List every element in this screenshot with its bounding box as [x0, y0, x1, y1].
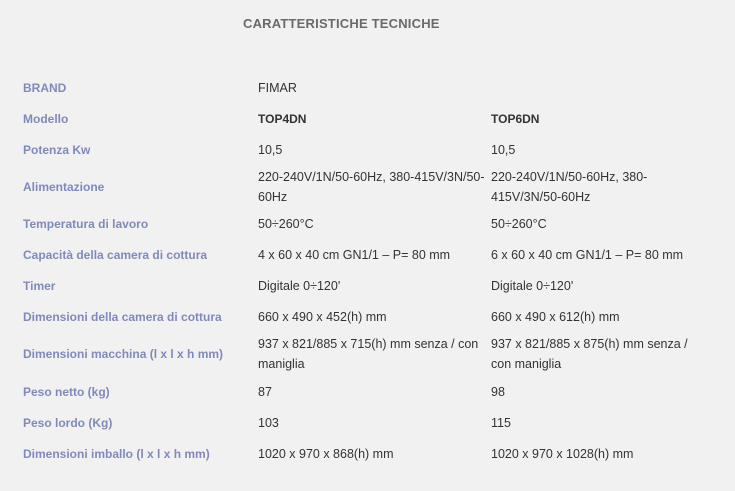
row-label: BRAND: [23, 80, 67, 95]
row-value-col2: 10,5: [491, 143, 516, 157]
table-row: [23, 134, 723, 166]
row-label: Potenza Kw: [23, 143, 91, 157]
row-value-col1: 50÷260°C: [258, 216, 314, 231]
row-value-col1: TOP4DN: [258, 111, 307, 126]
table-row: [23, 72, 723, 103]
row-value-col1: 87: [258, 384, 272, 399]
row-value-col1: 4 x 60 x 40 cm GN1/1 – P= 80 mm: [258, 247, 451, 262]
table-row: [23, 208, 723, 239]
table-row: [23, 301, 723, 332]
row-value-col2: 1020 x 970 x 1028(h) mm: [491, 446, 634, 461]
row-label: Dimensioni della camera di cottura: [23, 309, 222, 324]
row-value-col1: 660 x 490 x 452(h) mm: [258, 309, 387, 324]
row-label: Timer: [23, 278, 56, 293]
row-label: Alimentazione: [23, 180, 105, 194]
row-value-col2: 115: [491, 415, 511, 430]
row-value-col2: 98: [491, 384, 505, 399]
row-label: Temperatura di lavoro: [23, 216, 149, 231]
row-label: Peso lordo (Kg): [23, 415, 113, 430]
table-row: [23, 438, 723, 469]
row-value-col1: 10,5: [258, 143, 283, 157]
specs-table: [23, 72, 723, 469]
table-row: [23, 270, 723, 301]
table-row: [23, 332, 723, 376]
table-row: [23, 407, 723, 438]
row-value-col2: 937 x 821/885 x 875(h) mm senza / con maniglia: [491, 337, 688, 371]
page-title: CARATTERISTICHE TECNICHE: [243, 16, 440, 31]
row-value-col2: TOP6DN: [491, 111, 540, 126]
row-value-col1: FIMAR: [258, 80, 297, 95]
row-value-col1: 937 x 821/885 x 715(h) mm senza / con maniglia: [258, 337, 479, 371]
row-label: Peso netto (kg): [23, 384, 110, 399]
table-row: [23, 103, 723, 134]
row-label: Dimensioni macchina (l x l x h mm): [23, 347, 224, 361]
row-value-col1: Digitale 0÷120': [258, 278, 341, 293]
row-label: Modello: [23, 111, 69, 126]
row-value-col2: 220-240V/1N/50-60Hz, 380-415V/3N/50-60Hz: [491, 170, 648, 204]
table-row: [23, 239, 723, 270]
row-value-col1: 220-240V/1N/50-60Hz, 380-415V/3N/50-60Hz: [258, 170, 485, 204]
row-value-col1: 1020 x 970 x 868(h) mm: [258, 446, 394, 461]
row-value-col2: 6 x 60 x 40 cm GN1/1 – P= 80 mm: [491, 247, 684, 262]
table-row: [23, 376, 723, 407]
row-value-col2: 660 x 490 x 612(h) mm: [491, 309, 620, 324]
row-value-col2: 50÷260°C: [491, 216, 547, 231]
row-value-col1: 103: [258, 415, 279, 430]
row-value-col2: Digitale 0÷120': [491, 278, 574, 293]
row-label: Dimensioni imballo (l x l x h mm): [23, 446, 210, 461]
table-row: [23, 166, 723, 208]
row-label: Capacità della camera di cottura: [23, 247, 208, 262]
